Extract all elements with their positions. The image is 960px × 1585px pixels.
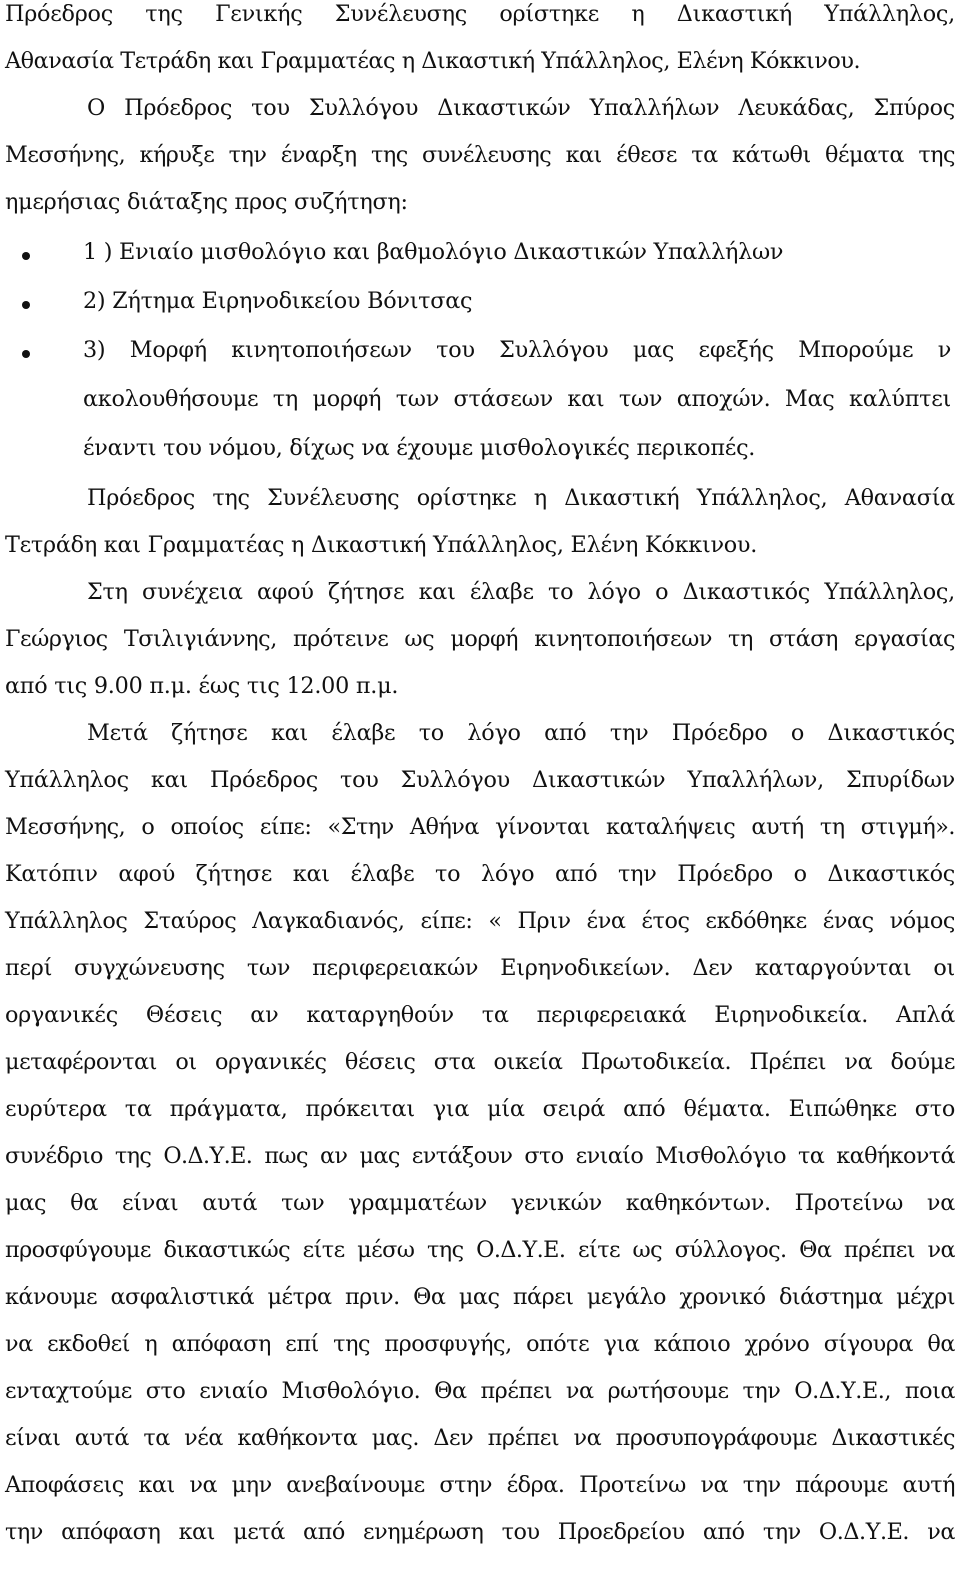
text-line: προσφύγουμε δικαστικώς είτε μέσω της Ο.Δ.Υ.Ε. είτε ως σύλλογος. Θα πρέπει να [5, 1237, 955, 1263]
text-line: οργανικές Θέσεις αν καταργηθούν τα περιφερειακά Ειρηνοδικεία. Απλά [5, 1002, 955, 1028]
text-line: Υπάλληλος και Πρόεδρος του Συλλόγου Δικαστικών Υπαλλήλων, Σπυρίδων [5, 767, 955, 793]
text-line: Αθανασία Τετράδη και Γραμματέας η Δικαστική Υπάλληλος, Ελένη Κόκκινου. [5, 48, 861, 74]
text-line: περί συγχώνευσης των περιφερειακών Ειρηνοδικείων. Δεν καταργούνται οι [5, 955, 955, 981]
text-line: Πρόεδρος της Γενικής Συνέλευσης ορίστηκε η Δικαστική Υπάλληλος, [5, 1, 955, 27]
list-item-text: έναντι του νόμου, δίχως να έχουμε μισθολογικές περικοπές. [83, 435, 756, 461]
text-line: Γεώργιος Τσιλιγιάννης, πρότεινε ως μορφή κινητοποιήσεων τη στάση εργασίας [5, 626, 955, 652]
text-line: Μεσσήνης, ο οποίος είπε: «Στην Αθήνα γίνονται καταλήψεις αυτή τη στιγμή». [5, 814, 955, 840]
list-item-text: 1 ) Ενιαίο μισθολόγιο και βαθμολόγιο Δικαστικών Υπαλλήλων [83, 239, 784, 265]
text-line: ευρύτερα τα πράγματα, πρόκειται για μία σειρά από θέματα. Ειπώθηκε στο [5, 1096, 955, 1122]
text-line: από τις 9.00 π.μ. έως τις 12.00 π.μ. [5, 673, 399, 699]
text-line: Μετά ζήτησε και έλαβε το λόγο από την Πρόεδρο ο Δικαστικός [87, 720, 955, 746]
list-item-text: 3) Μορφή κινητοποιήσεων του Συλλόγου μας εφεξής Μπορούμε ν [83, 337, 951, 363]
text-line: Μεσσήνης, κήρυξε την έναρξη της συνέλευσης και έθεσε τα κάτωθι θέματα της [5, 142, 955, 168]
text-line: Κατόπιν αφού ζήτησε και έλαβε το λόγο από την Πρόεδρο ο Δικαστικός [5, 861, 955, 887]
list-item-text: ακολουθήσουμε τη μορφή των στάσεων και των αποχών. Μας καλύπτει [83, 386, 951, 412]
text-line: Υπάλληλος Σταύρος Λαγκαδιανός, είπε: « Πριν ένα έτος εκδόθηκε ένας νόμος [5, 908, 955, 934]
text-line: ημερήσιας διάταξης προς συζήτηση: [5, 189, 408, 215]
bullet-icon [22, 350, 30, 358]
text-line: να εκδοθεί η απόφαση επί της προσφυγής, οπότε για κάποιο χρόνο σίγουρα θα [5, 1331, 955, 1357]
text-line: συνέδριο της Ο.Δ.Υ.Ε. πως αν μας εντάξουν στο ενιαίο Μισθολόγιο τα καθήκοντά [5, 1143, 955, 1169]
text-line: Ο Πρόεδρος του Συλλόγου Δικαστικών Υπαλλήλων Λευκάδας, Σπύρος [87, 95, 955, 121]
text-line: Στη συνέχεια αφού ζήτησε και έλαβε το λόγο ο Δικαστικός Υπάλληλος, [87, 579, 955, 605]
text-line: Τετράδη και Γραμματέας η Δικαστική Υπάλληλος, Ελένη Κόκκινου. [5, 532, 758, 558]
text-line: μεταφέρονται οι οργανικές θέσεις στα οικεία Πρωτοδικεία. Πρέπει να δούμε [5, 1049, 955, 1075]
text-line: Αποφάσεις και να μην ανεβαίνουμε στην έδρα. Προτείνω να την πάρουμε αυτή [5, 1472, 955, 1498]
text-line: Πρόεδρος της Συνέλευσης ορίστηκε η Δικαστική Υπάλληλος, Αθανασία [87, 485, 955, 511]
bullet-icon [22, 252, 30, 260]
text-line: την απόφαση και μετά από ενημέρωση του Προεδρείου από την Ο.Δ.Υ.Ε. να [5, 1519, 955, 1545]
list-item-text: 2) Ζήτημα Ειρηνοδικείου Βόνιτσας [83, 288, 473, 314]
text-line: κάνουμε ασφαλιστικά μέτρα πριν. Θα μας πάρει μεγάλο χρονικό διάστημα μέχρι [5, 1284, 955, 1310]
bullet-icon [22, 301, 30, 309]
text-line: ενταχτούμε στο ενιαίο Μισθολόγιο. Θα πρέπει να ρωτήσουμε την Ο.Δ.Υ.Ε., ποια [5, 1378, 955, 1404]
text-line: είναι αυτά τα νέα καθήκοντα μας. Δεν πρέπει να προσυπογράφουμε Δικαστικές [5, 1425, 955, 1451]
text-line: μας θα είναι αυτά των γραμματέων γενικών καθηκόντων. Προτείνω να [5, 1190, 955, 1216]
